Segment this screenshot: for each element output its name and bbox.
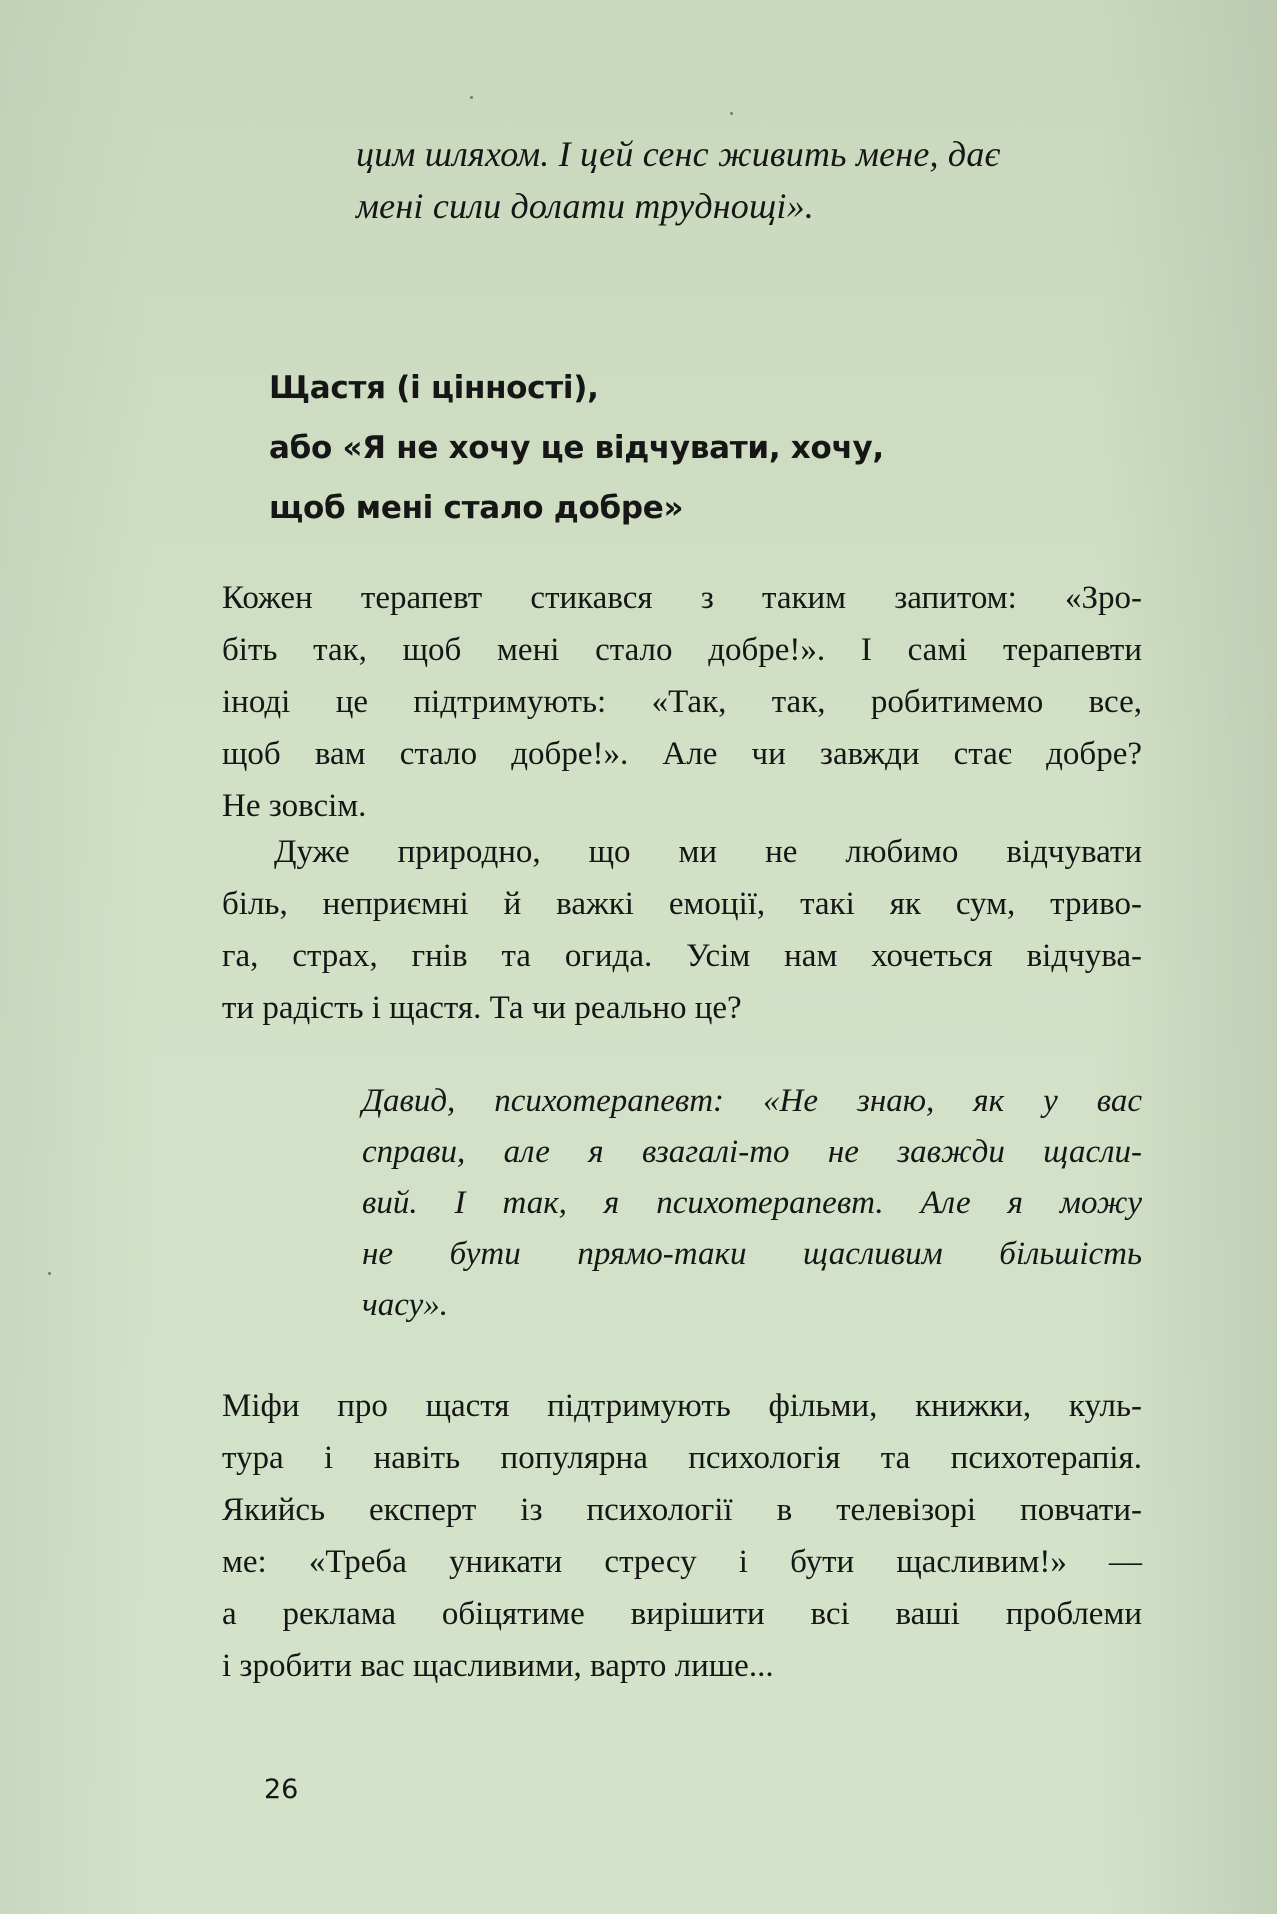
paragraph-line: іноді це підтримують: «Так, так, робитимемо все,	[222, 684, 1142, 720]
paragraph-line: і зробити вас щасливими, варто лише...	[222, 1648, 774, 1684]
heading-line: Щастя (і цінності),	[269, 370, 599, 406]
paragraph-line: ме: «Треба уникати стресу і бути щасливим!» —	[222, 1544, 1142, 1580]
therapist-quote	[362, 1076, 1142, 1331]
paragraph-line: Міфи про щастя підтримують фільми, книжки, куль-	[222, 1388, 1142, 1424]
paragraph-line: ти радість і щастя. Та чи реально це?	[222, 990, 742, 1026]
page-number: 26	[264, 1774, 299, 1805]
paragraph-line: біть так, щоб мені стало добре!». І самі терапевти	[222, 632, 1142, 668]
paper-speck	[48, 1272, 51, 1275]
paragraph-line: а реклама обіцятиме вирішити всі ваші проблеми	[222, 1596, 1142, 1632]
paragraph-line: га, страх, гнів та огида. Усім нам хочеться відчува-	[222, 938, 1142, 974]
quote-line: часу».	[362, 1287, 449, 1323]
paragraph-line: Не зовсім.	[222, 788, 367, 824]
paragraph-line: щоб вам стало добре!». Але чи завжди стає добре?	[222, 736, 1142, 772]
quote-line: не бути прямо-таки щасливим більшість	[362, 1236, 1142, 1272]
paragraph-line: тура і навіть популярна психологія та психотерапія.	[222, 1440, 1142, 1476]
section-heading	[269, 358, 884, 538]
body-paragraph	[222, 572, 1142, 832]
paragraph-line: Дуже природно, що ми не любимо відчувати	[274, 834, 1142, 870]
quote-line: цим шляхом. І цей сенс живить мене, дає	[356, 134, 1001, 174]
paragraph-line: Кожен терапевт стикався з таким запитом: «Зро-	[222, 580, 1142, 616]
paper-speck	[730, 112, 733, 115]
quote-line: мені сили долати труднощі».	[356, 186, 814, 226]
body-paragraph	[222, 826, 1142, 1034]
quote-line: справи, але я взагалі-то не завжди щасли-	[362, 1134, 1142, 1170]
quote-line: Давид, психотерапевт: «Не знаю, як у вас	[362, 1083, 1142, 1119]
paragraph-line: біль, неприємні й важкі емоції, такі як сум, триво-	[222, 886, 1142, 922]
quote-continuation	[356, 128, 1000, 232]
body-paragraph	[222, 1380, 1142, 1692]
paper-speck	[470, 96, 473, 99]
paragraph-line: Якийсь експерт із психології в телевізорі повчати-	[222, 1492, 1142, 1528]
heading-line: щоб мені стало добре»	[269, 490, 684, 526]
heading-line: або «Я не хочу це відчувати, хочу,	[269, 430, 884, 466]
quote-line: вий. І так, я психотерапевт. Але я можу	[362, 1185, 1142, 1221]
